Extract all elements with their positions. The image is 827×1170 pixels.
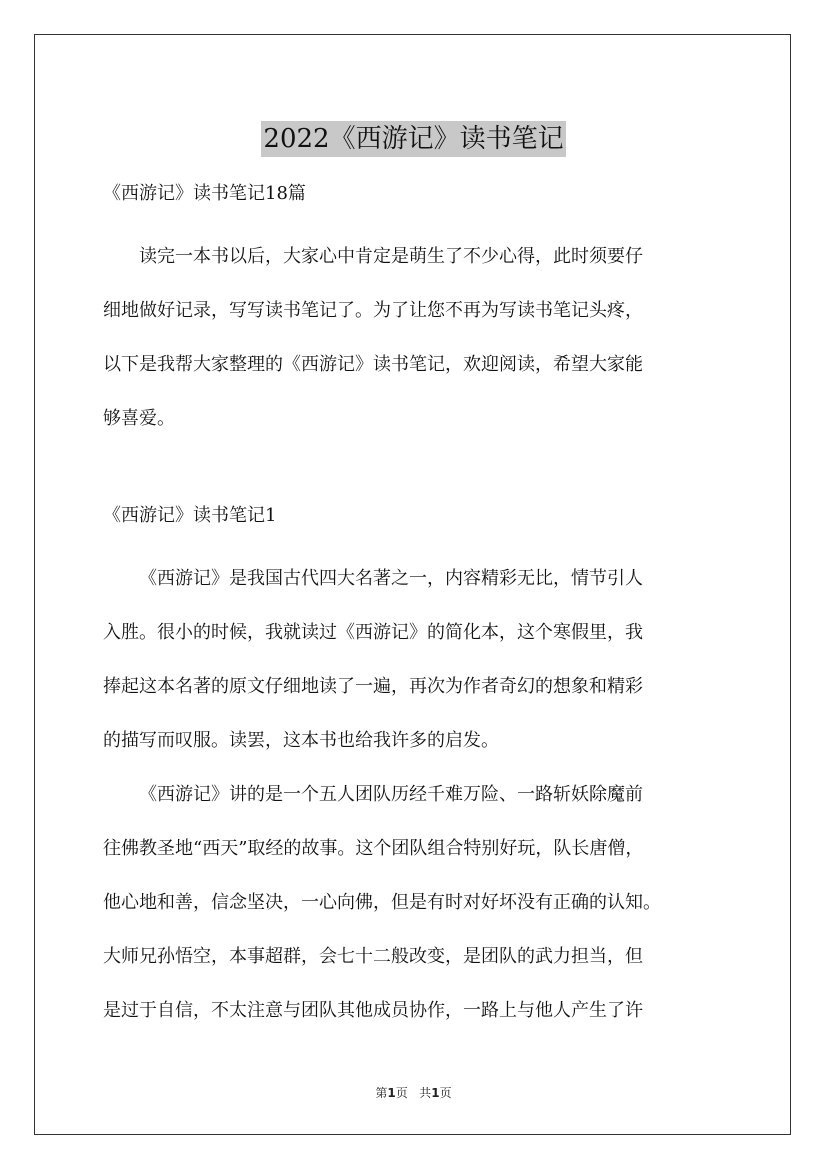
intro-line: 读完一本书以后，大家心中肯定是萌生了不少心得，此时须要仔 [139,246,643,267]
note1-p2-line: 他心地和善，信念坚决，一心向佛，但是有时对好坏没有正确的认知。 [103,892,661,913]
page-suffix: 页 [395,1086,408,1100]
intro-line: 够喜爱。 [103,408,175,429]
page-number: 1 [387,1086,396,1100]
intro-paragraph [103,230,743,446]
document-title: 2022《西游记》读书笔记 [261,121,565,157]
intro-line: 以下是我帮大家整理的《西游记》读书笔记，欢迎阅读，希望大家能 [103,354,643,375]
total-suffix: 页 [439,1086,452,1100]
note1-p1-line: 入胜。很小的时候，我就读过《西游记》的简化本，这个寒假里，我 [103,622,643,643]
note1-paragraph-2 [103,768,743,1038]
total-prefix: 共 [419,1086,432,1100]
intro-line: 细地做好记录，写写读书笔记了。为了让您不再为写读书笔记头疼， [103,300,643,321]
note1-p2-line: 《西游记》讲的是一个五人团队历经千难万险、一路斩妖除魔前 [139,784,643,805]
note1-p2-line: 大师兄孙悟空，本事超群，会七十二般改变，是团队的武力担当，但 [103,946,643,967]
page-prefix: 第 [375,1086,388,1100]
note1-p1-line: 的描写而叹服。读罢，这本书也给我许多的启发。 [103,730,499,751]
total-number: 1 [431,1086,440,1100]
page-footer [0,1084,827,1101]
note1-p2-line: 是过于自信，不太注意与团队其他成员协作，一路上与他人产生了许 [103,1000,643,1021]
note1-paragraph-1 [103,552,743,768]
note1-p2-line: 往佛教圣地“西天”取经的故事。这个团队组合特别好玩，队长唐僧， [103,838,644,859]
title-container [0,104,827,175]
document-body [103,176,743,1038]
note1-heading: 《西游记》读书笔记1 [103,505,277,526]
note1-p1-line: 捧起这本名著的原文仔细地读了一遍，再次为作者奇幻的想象和精彩 [103,676,643,697]
note1-p1-line: 《西游记》是我国古代四大名著之一，内容精彩无比，情节引人 [139,568,643,589]
section-heading: 《西游记》读书笔记18篇 [103,183,306,204]
